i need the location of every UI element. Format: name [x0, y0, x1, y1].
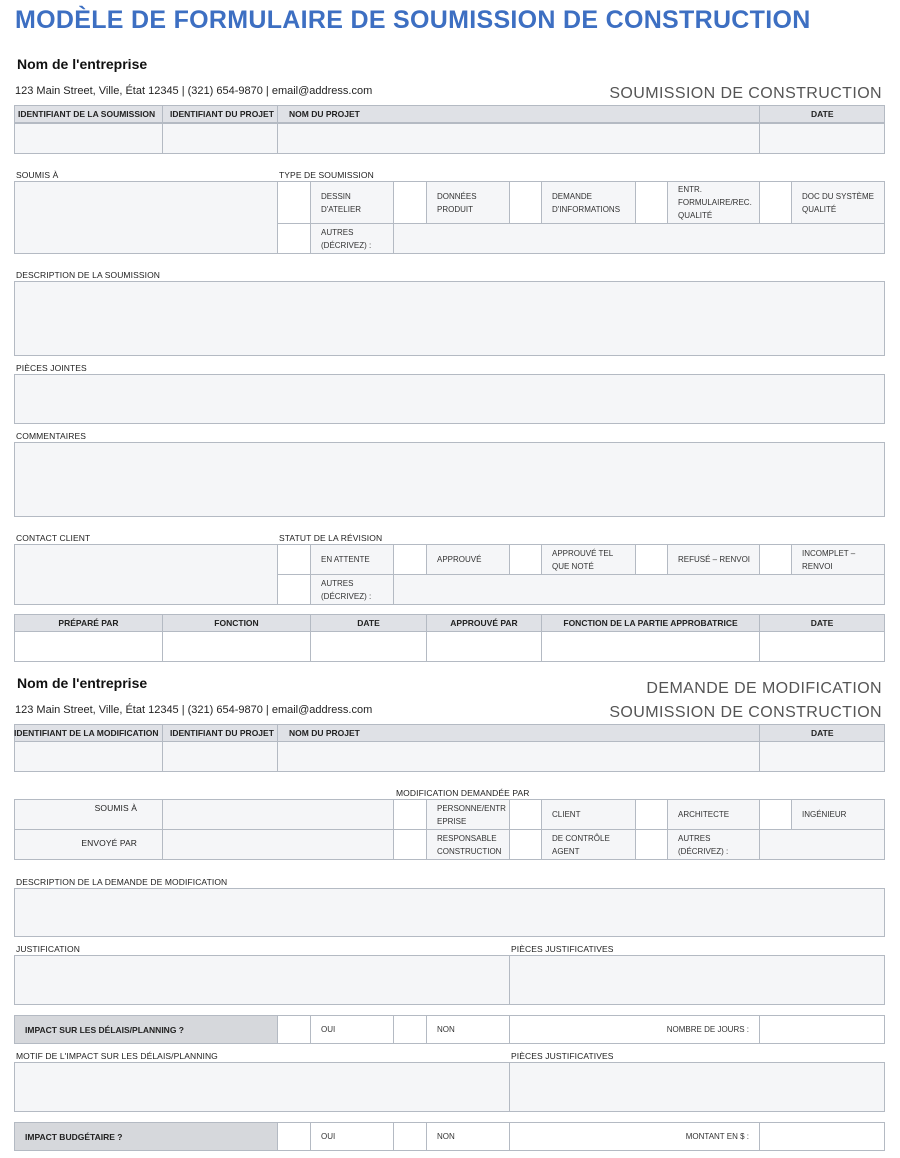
- supporting-docs-input-2[interactable]: [509, 1062, 885, 1112]
- approval-date-input[interactable]: [759, 631, 885, 662]
- checkbox-rejected[interactable]: [635, 544, 668, 575]
- client-contact-input[interactable]: [14, 544, 278, 605]
- company-address-2: 123 Main Street, Ville, État 12345 | (321) 654-9870 | email@address.com: [15, 704, 373, 716]
- header-project-name: NOM DU PROJET: [289, 109, 360, 119]
- document-type-change: DEMANDE DE MODIFICATION: [646, 680, 882, 697]
- supporting-docs-label-2: PIÈCES JUSTIFICATIVES: [511, 1051, 614, 1061]
- checkbox-schedule-no[interactable]: [393, 1015, 427, 1044]
- supporting-docs-label: PIÈCES JUSTIFICATIVES: [511, 944, 614, 954]
- project-name-input-2[interactable]: [277, 741, 760, 772]
- checkbox-person-company[interactable]: [393, 799, 427, 830]
- company-name-2: Nom de l'entreprise: [17, 675, 148, 691]
- header-approved-by: APPROUVÉ PAR: [426, 614, 542, 632]
- schedule-impact-label: IMPACT SUR LES DÉLAIS/PLANNING ?: [25, 1025, 184, 1035]
- date-input-2[interactable]: [759, 741, 885, 772]
- change-submitted-to-label: SOUMIS À: [94, 803, 137, 813]
- page-title: MODÈLE DE FORMULAIRE DE SOUMISSION DE CONSTRUCTION: [15, 6, 811, 34]
- other-type-input[interactable]: [393, 223, 885, 254]
- checkbox-information-request[interactable]: [509, 181, 542, 224]
- project-name-input[interactable]: [277, 123, 760, 154]
- other-requester-input[interactable]: [759, 829, 885, 860]
- header-project-id: IDENTIFIANT DU PROJET: [170, 109, 274, 119]
- checkbox-approved[interactable]: [393, 544, 427, 575]
- justification-label: JUSTIFICATION: [16, 944, 80, 954]
- header-date: DATE: [811, 109, 834, 119]
- checkbox-architect[interactable]: [635, 799, 668, 830]
- approver-function-input[interactable]: [541, 631, 760, 662]
- amount-input[interactable]: [759, 1122, 885, 1151]
- change-description-label: DESCRIPTION DE LA DEMANDE DE MODIFICATION: [16, 877, 228, 887]
- checkbox-other-type[interactable]: [277, 223, 311, 254]
- document-type: SOUMISSION DE CONSTRUCTION: [609, 85, 882, 102]
- sent-by-label: ENVOYÉ PAR: [81, 838, 137, 848]
- header-project-id-2: IDENTIFIANT DU PROJET: [170, 728, 274, 738]
- sign-date-input[interactable]: [310, 631, 427, 662]
- description-label: DESCRIPTION DE LA SOUMISSION: [16, 270, 161, 280]
- days-input[interactable]: [759, 1015, 885, 1044]
- budget-impact-label: IMPACT BUDGÉTAIRE ?: [25, 1132, 123, 1142]
- option-control-agent: DE CONTRÔLE AGENT: [541, 829, 636, 860]
- header-change-id: IDENTIFIANT DE LA MODIFICATION: [14, 728, 159, 738]
- option-approved: APPROUVÉ: [426, 544, 510, 575]
- header-date-2: DATE: [811, 728, 834, 738]
- prepared-by-input[interactable]: [14, 631, 163, 662]
- change-description-input[interactable]: [14, 888, 885, 937]
- review-status-label: STATUT DE LA RÉVISION: [279, 533, 383, 543]
- header-sign-date: DATE: [310, 614, 427, 632]
- option-pending: EN ATTENTE: [310, 544, 394, 575]
- client-contact-label: CONTACT CLIENT: [16, 533, 91, 543]
- comments-input[interactable]: [14, 442, 885, 517]
- document-type-2: SOUMISSION DE CONSTRUCTION: [609, 704, 882, 721]
- option-architect: ARCHITECTE: [667, 799, 760, 830]
- submitted-to-input[interactable]: [14, 181, 278, 254]
- checkbox-client[interactable]: [509, 799, 542, 830]
- requested-by-label: MODIFICATION DEMANDÉE PAR: [396, 788, 530, 798]
- supporting-docs-input[interactable]: [509, 955, 885, 1005]
- header-submission-id: IDENTIFIANT DE LA SOUMISSION: [18, 109, 156, 119]
- description-input[interactable]: [14, 281, 885, 356]
- checkbox-quality-system-doc[interactable]: [759, 181, 792, 224]
- option-schedule-no: NON: [426, 1015, 510, 1044]
- company-address: 123 Main Street, Ville, État 12345 | (321) 654-9870 | email@address.com: [15, 85, 373, 97]
- approved-by-input[interactable]: [426, 631, 542, 662]
- option-schedule-yes: OUI: [310, 1015, 394, 1044]
- sent-by-input[interactable]: [162, 829, 394, 860]
- company-name: Nom de l'entreprise: [17, 56, 148, 72]
- project-id-input-2[interactable]: [162, 741, 278, 772]
- option-engineer: INGÉNIEUR: [791, 799, 885, 830]
- submitted-to-label: SOUMIS À: [16, 170, 59, 180]
- checkbox-budget-no[interactable]: [393, 1122, 427, 1151]
- submission-id-input[interactable]: [14, 123, 163, 154]
- header-project-name-2: NOM DU PROJET: [289, 728, 360, 738]
- function-input[interactable]: [162, 631, 311, 662]
- checkbox-other-requester[interactable]: [635, 829, 668, 860]
- checkbox-incomplete[interactable]: [759, 544, 792, 575]
- date-input[interactable]: [759, 123, 885, 154]
- submission-type-label: TYPE DE SOUMISSION: [279, 170, 374, 180]
- checkbox-quality-form[interactable]: [635, 181, 668, 224]
- option-client: CLIENT: [541, 799, 636, 830]
- checkbox-construction-manager[interactable]: [393, 829, 427, 860]
- project-id-input[interactable]: [162, 123, 278, 154]
- option-other-type: AUTRES (DÉCRIVEZ) :: [310, 223, 394, 254]
- header-prepared-by: PRÉPARÉ PAR: [14, 614, 163, 632]
- justification-input[interactable]: [14, 955, 510, 1005]
- header-approver-function: FONCTION DE LA PARTIE APPROBATRICE: [541, 614, 760, 632]
- option-information-request: DEMANDE D'INFORMATIONS: [541, 181, 636, 224]
- option-other-requester: AUTRES (DÉCRIVEZ) :: [667, 829, 760, 860]
- header-approval-date: DATE: [759, 614, 885, 632]
- option-rejected: REFUSÉ – RENVOI: [667, 544, 760, 575]
- option-budget-no: NON: [426, 1122, 510, 1151]
- option-product-data: DONNÉES PRODUIT: [426, 181, 510, 224]
- checkbox-control-agent[interactable]: [509, 829, 542, 860]
- schedule-reason-input[interactable]: [14, 1062, 510, 1112]
- option-shop-drawing: DESSIN D'ATELIER: [310, 181, 394, 224]
- comments-label: COMMENTAIRES: [16, 431, 86, 441]
- change-submitted-to-input[interactable]: [162, 799, 394, 830]
- header-function: FONCTION: [162, 614, 311, 632]
- change-id-input[interactable]: [14, 741, 163, 772]
- checkbox-approved-as-noted[interactable]: [509, 544, 542, 575]
- option-budget-yes: OUI: [310, 1122, 394, 1151]
- option-quality-form: ENTR. FORMULAIRE/REC. QUALITÉ: [667, 181, 760, 224]
- amount-label: MONTANT EN $ :: [509, 1122, 760, 1151]
- checkbox-product-data[interactable]: [393, 181, 427, 224]
- checkbox-engineer[interactable]: [759, 799, 792, 830]
- option-construction-manager: RESPONSABLE CONSTRUCTION: [426, 829, 510, 860]
- other-status-input[interactable]: [393, 574, 885, 605]
- checkbox-other-status[interactable]: [277, 574, 311, 605]
- checkbox-shop-drawing[interactable]: [277, 181, 311, 224]
- option-other-status: AUTRES (DÉCRIVEZ) :: [310, 574, 394, 605]
- attachments-label: PIÈCES JOINTES: [16, 363, 87, 373]
- option-quality-system-doc: DOC DU SYSTÈME QUALITÉ: [791, 181, 885, 224]
- checkbox-schedule-yes[interactable]: [277, 1015, 311, 1044]
- option-approved-as-noted: APPROUVÉ TEL QUE NOTÉ: [541, 544, 636, 575]
- checkbox-pending[interactable]: [277, 544, 311, 575]
- checkbox-budget-yes[interactable]: [277, 1122, 311, 1151]
- days-label: NOMBRE DE JOURS :: [509, 1015, 760, 1044]
- option-incomplete: INCOMPLET –RENVOI: [791, 544, 885, 575]
- attachments-input[interactable]: [14, 374, 885, 424]
- option-person-company: PERSONNE/ENTR EPRISE: [426, 799, 510, 830]
- schedule-reason-label: MOTIF DE L'IMPACT SUR LES DÉLAIS/PLANNING: [16, 1051, 218, 1061]
